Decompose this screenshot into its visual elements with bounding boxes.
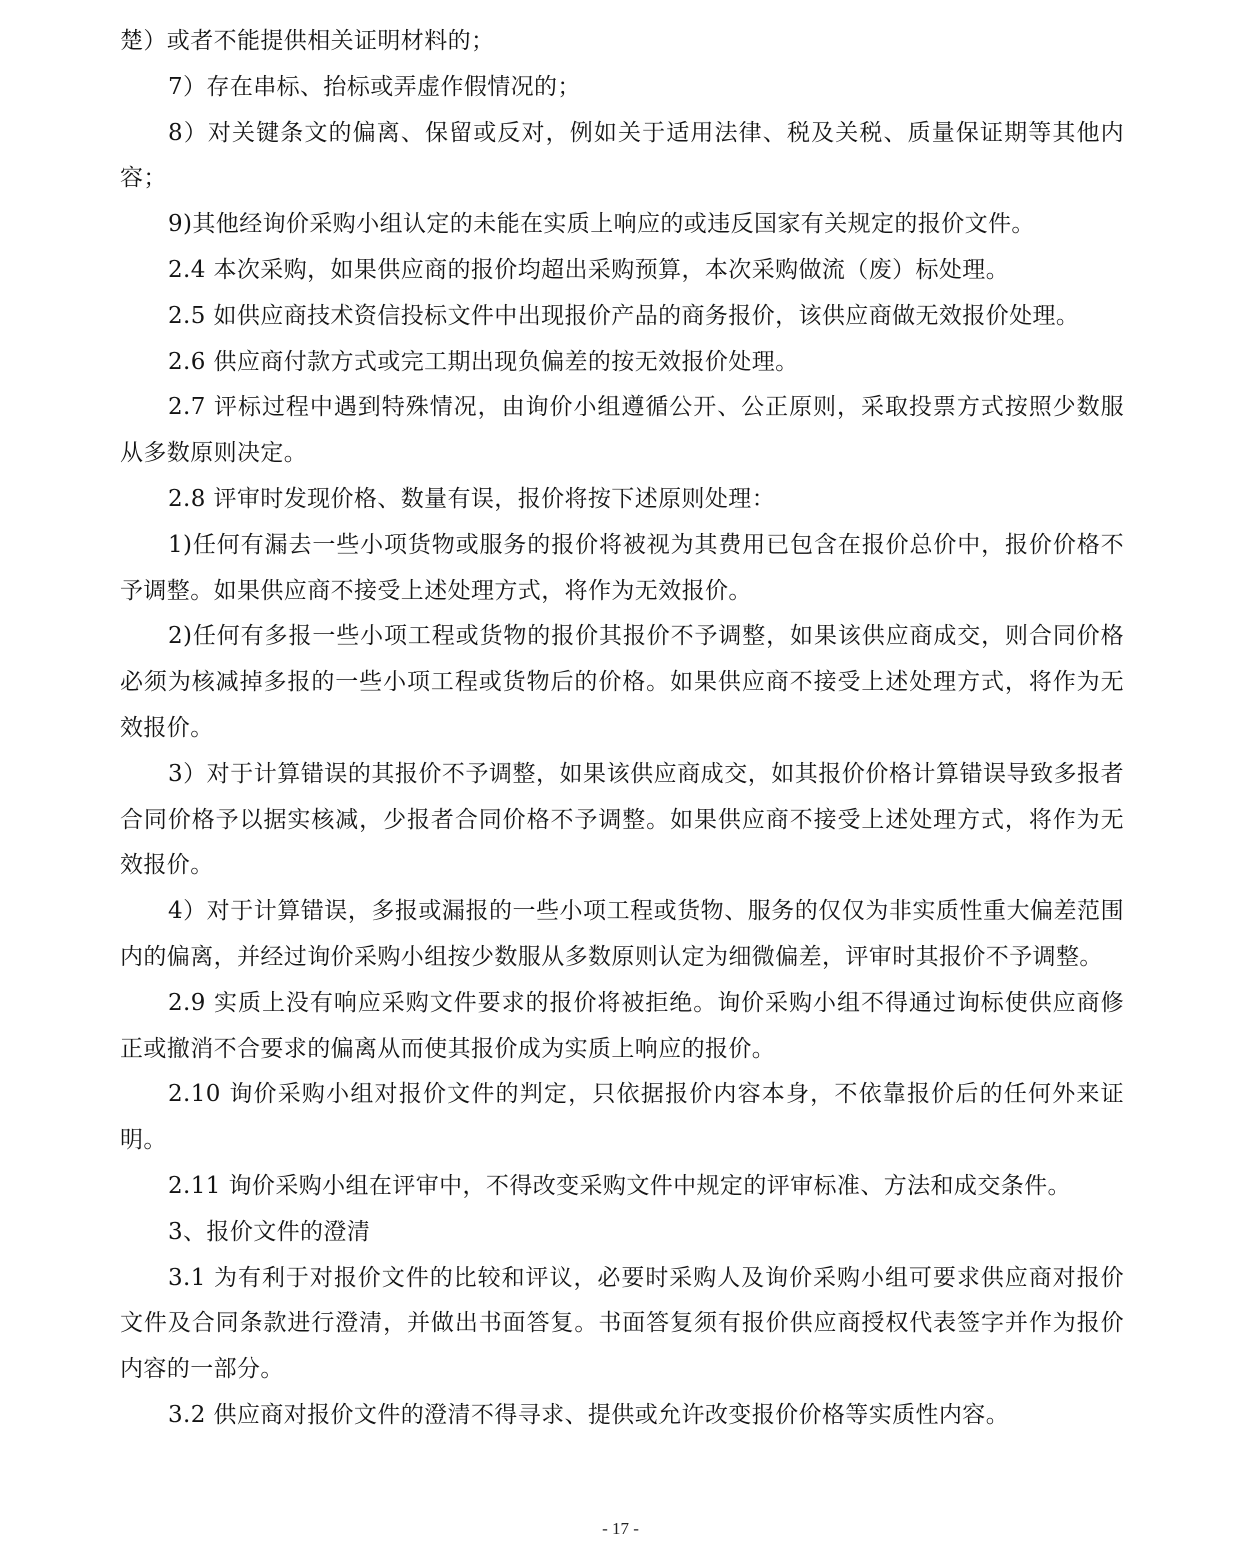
paragraph: 2.10 询价采购小组对报价文件的判定，只依据报价内容本身，不依靠报价后的任何外来证明。 <box>120 1081 1124 1154</box>
document-body <box>120 19 1124 1439</box>
paragraph: 3）对于计算错误的其报价不予调整，如果该供应商成交，如其报价价格计算错误导致多报者合同价格予以据实核减，少报者合同价格不予调整。如果供应商不接受上述处理方式，将作为无效报价。 <box>120 760 1124 879</box>
paragraph: 2.11 询价采购小组在评审中，不得改变采购文件中规定的评审标准、方法和成交条件。 <box>168 1172 1071 1199</box>
paragraph: 3.2 供应商对报价文件的澄清不得寻求、提供或允许改变报价价格等实质性内容。 <box>168 1401 1010 1428</box>
paragraph: 2.6 供应商付款方式或完工期出现负偏差的按无效报价处理。 <box>168 348 799 375</box>
paragraph: 2.4 本次采购，如果供应商的报价均超出采购预算，本次采购做流（废）标处理。 <box>168 256 1010 283</box>
paragraph: 4）对于计算错误，多报或漏报的一些小项工程或货物、服务的仅仅为非实质性重大偏差范围内的偏离，并经过询价采购小组按少数服从多数原则认定为细微偏差，评审时其报价不予调整。 <box>120 898 1124 970</box>
paragraph: 7）存在串标、抬标或弄虚作假情况的； <box>168 73 581 100</box>
section-heading: 3、报价文件的澄清 <box>168 1218 371 1245</box>
paragraph: 楚）或者不能提供相关证明材料的； <box>120 28 495 54</box>
paragraph: 2.7 评标过程中遇到特殊情况，由询价小组遵循公开、公正原则，采取投票方式按照少数服从多数原则决定。 <box>120 394 1124 467</box>
paragraph: 3.1 为有利于对报价文件的比较和评议，必要时采购人及询价采购小组可要求供应商对报价文件及合同条款进行澄清，并做出书面答复。书面答复须有报价供应商授权代表签字并作为报价内容的一部分。 <box>120 1264 1124 1383</box>
page-number: - 17 - <box>602 1519 639 1538</box>
paragraph: 1)任何有漏去一些小项货物或服务的报价将被视为其费用已包含在报价总价中，报价价格不予调整。如果供应商不接受上述处理方式，将作为无效报价。 <box>120 531 1124 604</box>
paragraph: 2)任何有多报一些小项工程或货物的报价其报价不予调整，如果该供应商成交，则合同价格必须为核减掉多报的一些小项工程或货物后的价格。如果供应商不接受上述处理方式，将作为无效报价。 <box>120 623 1124 741</box>
paragraph: 9)其他经询价采购小组认定的未能在实质上响应的或违反国家有关规定的报价文件。 <box>168 211 1035 238</box>
paragraph: 2.5 如供应商技术资信投标文件中出现报价产品的商务报价，该供应商做无效报价处理。 <box>168 302 1080 329</box>
paragraph: 2.9 实质上没有响应采购文件要求的报价将被拒绝。询价采购小组不得通过询标使供应商修正或撤消不合要求的偏离从而使其报价成为实质上响应的报价。 <box>120 989 1124 1062</box>
paragraph: 8）对关键条文的偏离、保留或反对，例如关于适用法律、税及关税、质量保证期等其他内容； <box>120 119 1124 192</box>
paragraph: 2.8 评审时发现价格、数量有误，报价将按下述原则处理： <box>168 485 776 512</box>
